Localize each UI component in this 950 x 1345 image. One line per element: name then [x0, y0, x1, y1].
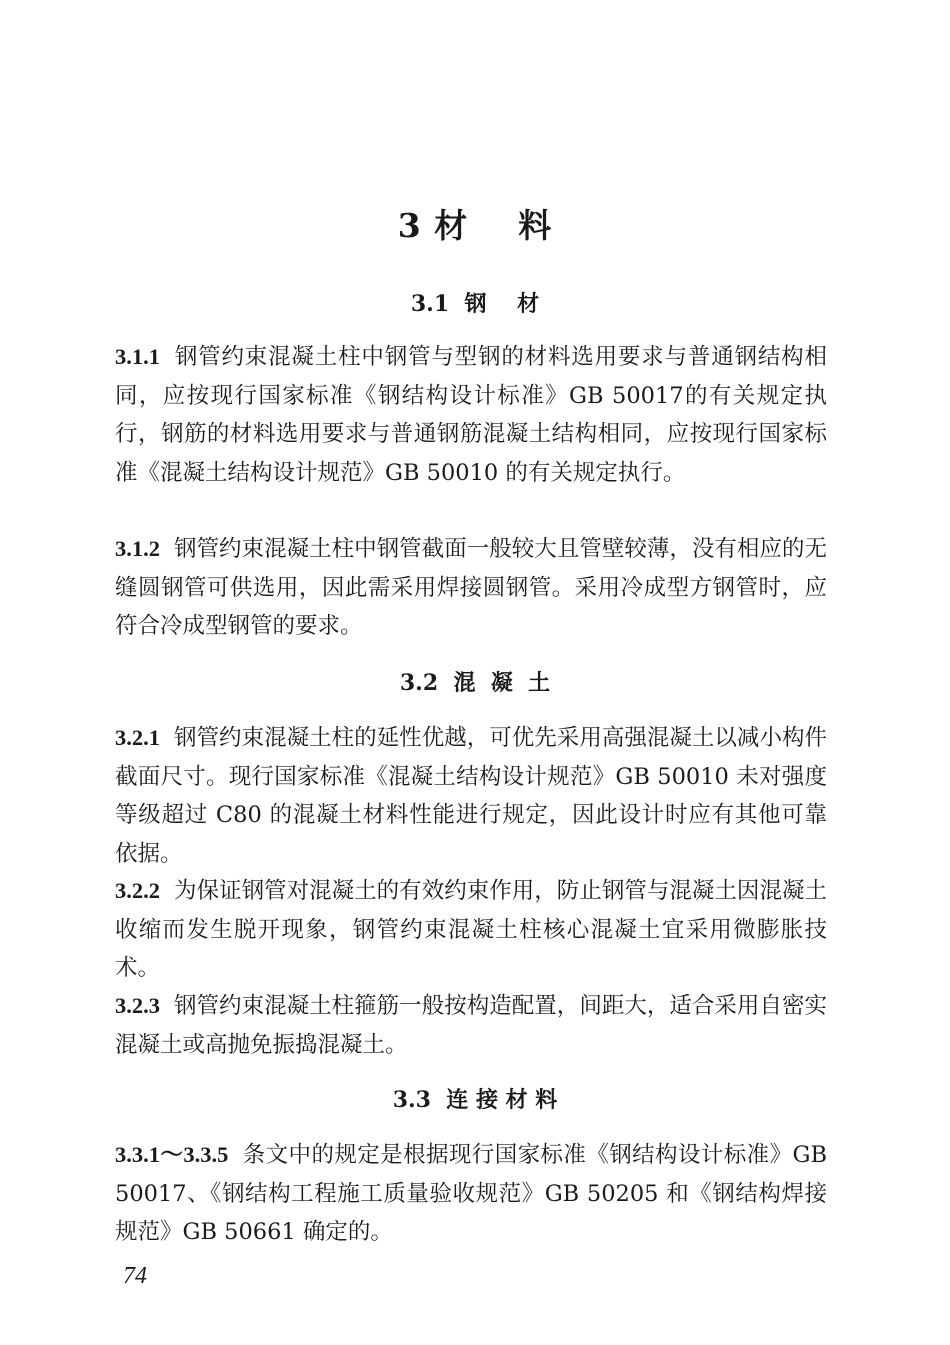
clause-text: 条文中的规定是根据现行国家标准《钢结构设计标准》GB 50017、《钢结构工程施工质量验收规范》GB 50205 和《钢结构焊接规范》GB 50661 确定的。 — [115, 1142, 827, 1245]
section-title-3-3: 3.3 连 接 材 料 — [392, 1087, 558, 1113]
clause-3-2-2 — [115, 872, 827, 988]
page-number: 74 — [123, 1263, 147, 1289]
chapter-title: 3 材 料 — [397, 206, 553, 245]
clause-3-1-2 — [115, 530, 827, 646]
clause-number: 3.1.2 — [115, 536, 160, 561]
clause-text: 钢管约束混凝土柱箍筋一般按构造配置，间距大，适合采用自密实混凝土或高抛免振捣混凝土。 — [115, 993, 827, 1058]
clause-number: 3.2.1 — [115, 725, 160, 750]
clause-text: 钢管约束混凝土柱中钢管与型钢的材料选用要求与普通钢结构相同，应按现行国家标准《钢结构设计标准》GB 50017的有关规定执行，钢筋的材料选用要求与普通钢筋混凝土结构相同，应按现行国家标准《混凝土结构设计规范》GB 50010 的有关规定执行。 — [115, 344, 827, 486]
clause-3-1-1 — [115, 338, 827, 492]
clause-number: 3.2.3 — [115, 993, 160, 1018]
section-title-3-1: 3.1 钢 材 — [410, 291, 540, 317]
clause-number: 3.1.1 — [115, 344, 160, 369]
section-title-3-2: 3.2 混 凝 土 — [399, 670, 551, 696]
clause-number: 3.3.1～3.3.5 — [115, 1142, 229, 1167]
clause-number: 3.2.2 — [115, 878, 160, 903]
clause-3-3-1-to-3-3-5 — [115, 1136, 827, 1252]
clause-text: 钢管约束混凝土柱的延性优越，可优先采用高强混凝土以减小构件截面尺寸。现行国家标准《混凝土结构设计规范》GB 50010 未对强度等级超过 C80 的混凝土材料性能进行规定，因此设计时应有其他可靠依据。 — [115, 725, 827, 867]
clause-3-2-3 — [115, 987, 827, 1064]
clause-text: 钢管约束混凝土柱中钢管截面一般较大且管壁较薄，没有相应的无缝圆钢管可供选用，因此需采用焊接圆钢管。采用冷成型方钢管时，应符合冷成型钢管的要求。 — [115, 536, 827, 639]
clause-text: 为保证钢管对混凝土的有效约束作用，防止钢管与混凝土因混凝土收缩而发生脱开现象，钢管约束混凝土柱核心混凝土宜采用微膨胀技术。 — [115, 878, 827, 981]
clause-3-2-1 — [115, 719, 827, 873]
